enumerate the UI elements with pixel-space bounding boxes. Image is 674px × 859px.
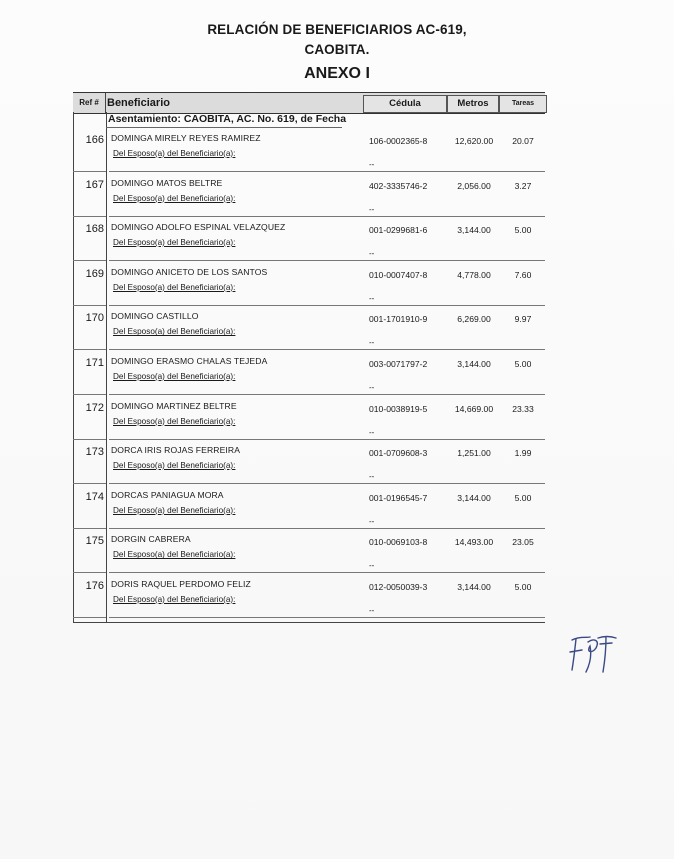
spouse-cedula-dash: -- [369,383,375,392]
tareas-cell: 20.07 [512,136,534,146]
spouse-cedula-dash: -- [369,160,375,169]
beneficiary-name: DOMINGO MATOS BELTRE [111,177,223,188]
ref-row-separator [73,171,106,172]
ref-row-separator [73,305,106,306]
row-separator [109,572,545,573]
spouse-label: Del Esposo(a) del Beneficiario(a): [113,327,236,337]
ref-row-separator [73,216,106,217]
table-row [73,308,545,352]
row-separator [109,216,545,217]
beneficiary-name: DOMINGO CASTILLO [111,311,199,322]
metros-cell: 3,144.00 [457,225,491,236]
spouse-label: Del Esposo(a) del Beneficiario(a): [113,238,236,248]
signature-initials [566,630,618,676]
header-tareas: Tareas [499,95,547,113]
spouse-cedula-dash: -- [369,338,375,348]
asentamiento-underline [106,127,342,128]
spouse-label: Del Esposo(a) del Beneficiario(a): [113,282,236,292]
beneficiary-name: DORCAS PANIAGUA MORA [111,489,224,500]
row-separator [109,305,545,306]
header-ref: Ref # [73,93,106,113]
tareas-cell: 1.99 [514,448,532,459]
cedula-cell: 001-0709608-3 [369,448,428,459]
metros-cell: 14,493.00 [454,537,494,548]
header-cedula: Cédula [363,95,447,113]
table-row [73,353,545,397]
spouse-label: Del Esposo(a) del Beneficiario(a): [113,461,236,471]
spouse-cedula-dash: -- [369,606,375,615]
ref-row-separator [73,483,106,484]
cedula-cell: 010-0007407-8 [369,269,428,280]
table-row [73,398,545,442]
beneficiaries-table [73,92,545,114]
table-row [73,130,545,174]
ref-cell: 169 [85,267,104,280]
row-separator [109,483,545,484]
spouse-cedula-dash: -- [369,561,375,571]
spouse-label: Del Esposo(a) del Beneficiario(a): [113,193,236,203]
row-separator [109,394,545,395]
header-metros: Metros [447,95,499,113]
metros-cell: 14,669.00 [454,403,494,414]
beneficiary-name: DOMINGA MIRELY REYES RAMIREZ [111,133,261,143]
table-row [73,219,545,263]
metros-cell: 12,620.00 [454,136,494,146]
beneficiary-name: DOMINGO MARTINEZ BELTRE [111,400,237,411]
spouse-cedula-dash: -- [369,293,375,303]
ref-cell: 172 [85,401,104,414]
row-separator [109,617,545,618]
ref-row-separator [73,439,106,440]
spouse-label: Del Esposo(a) del Beneficiario(a): [113,550,236,560]
ref-row-separator [73,349,106,350]
table-bottom-border [73,622,545,623]
ref-row-separator [73,394,106,395]
ref-cell: 176 [85,580,104,592]
row-separator [109,171,545,172]
ref-row-separator [73,617,106,618]
spouse-cedula-dash: -- [369,472,375,482]
metros-cell: 4,778.00 [457,269,491,280]
metros-cell: 3,144.00 [457,359,491,369]
cedula-cell: 001-0299681-6 [369,225,428,236]
tareas-cell: 9.97 [514,314,532,325]
ref-cell: 175 [85,535,104,548]
beneficiary-name: DORGIN CABRERA [111,534,191,545]
cedula-cell: 010-0069103-8 [369,537,428,548]
tareas-cell: 5.00 [514,359,532,369]
spouse-label: Del Esposo(a) del Beneficiario(a): [113,416,236,426]
ref-cell: 174 [85,490,104,503]
spouse-cedula-dash: -- [369,427,375,437]
row-separator [109,260,545,261]
beneficiary-name: DOMINGO ERASMO CHALAS TEJEDA [111,356,268,366]
spouse-label: Del Esposo(a) del Beneficiario(a): [113,149,236,158]
tareas-cell: 5.00 [514,582,532,592]
cedula-cell: 003-0071797-2 [369,359,428,369]
annex-heading: ANEXO I [304,65,370,82]
spouse-label: Del Esposo(a) del Beneficiario(a): [113,372,236,381]
ref-row-separator [73,260,106,261]
ref-cell: 173 [85,446,104,459]
metros-cell: 1,251.00 [457,448,491,459]
tareas-cell: 23.05 [512,537,534,548]
cedula-cell: 106-0002365-8 [369,136,428,146]
beneficiary-name: DOMINGO ADOLFO ESPINAL VELAZQUEZ [111,222,286,233]
cedula-cell: 001-1701910-9 [369,314,428,325]
beneficiary-name: DOMINGO ANICETO DE LOS SANTOS [111,266,268,277]
cedula-cell: 010-0038919-5 [369,403,428,414]
ref-cell: 168 [85,223,104,236]
spouse-cedula-dash: -- [369,516,375,526]
row-separator [109,528,545,529]
metros-cell: 3,144.00 [457,492,491,503]
table-header [73,92,545,114]
asentamiento-label: Asentamiento: CAOBITA, AC. No. 619, de Fecha [108,113,347,125]
cedula-cell: 012-0050039-3 [369,582,428,592]
row-separator [109,349,545,350]
table-row [73,442,545,486]
ref-row-separator [73,528,106,529]
table-row [73,487,545,531]
cedula-cell: 402-3335746-2 [369,180,428,191]
metros-cell: 6,269.00 [457,314,491,325]
title-block [0,20,674,85]
beneficiary-name: DORCA IRIS ROJAS FERREIRA [111,445,241,456]
spouse-label: Del Esposo(a) del Beneficiario(a): [113,505,236,515]
tareas-cell: 5.00 [514,492,532,503]
spouse-label: Del Esposo(a) del Beneficiario(a): [113,595,236,604]
beneficiary-name: DORIS RAQUEL PERDOMO FELIZ [111,579,251,589]
table-row [73,531,545,575]
row-separator [109,439,545,440]
table-row [73,576,545,620]
tareas-cell: 23.33 [512,403,534,414]
document-title: RELACIÓN DE BENEFICIARIOS AC-619, [207,22,467,37]
tareas-cell: 3.27 [514,180,532,191]
tareas-cell: 7.60 [514,269,532,280]
metros-cell: 3,144.00 [457,582,491,592]
header-beneficiario: Beneficiario [107,97,170,109]
document-subtitle: CAOBITA. [304,42,370,57]
spouse-cedula-dash: -- [369,249,375,259]
tareas-cell: 5.00 [514,225,532,236]
spouse-cedula-dash: -- [369,204,375,214]
ref-row-separator [73,572,106,573]
ref-cell: 166 [85,134,104,146]
ref-cell: 170 [85,312,104,325]
table-row [73,264,545,308]
metros-cell: 2,056.00 [457,180,491,191]
ref-cell: 167 [85,178,104,191]
table-row [73,175,545,219]
ref-cell: 171 [85,357,104,369]
cedula-cell: 001-0196545-7 [369,492,428,503]
